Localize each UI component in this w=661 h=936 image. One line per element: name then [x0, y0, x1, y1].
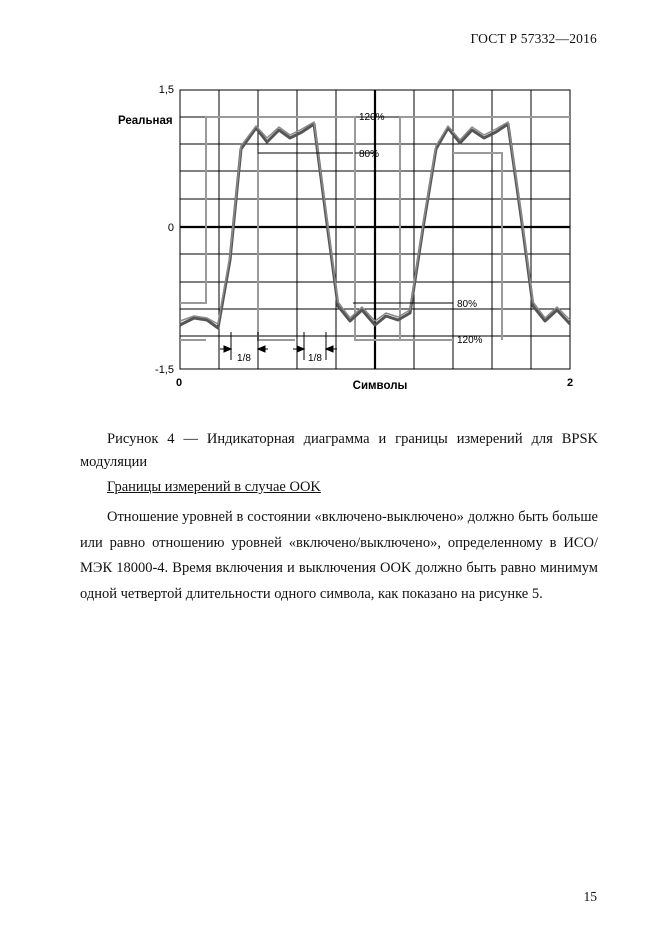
label-top-120: 120% — [359, 112, 385, 123]
label-top-80: 80% — [359, 149, 380, 160]
label-bottom-80: 80% — [457, 299, 478, 310]
y-tick-zero: 0 — [167, 222, 174, 234]
page-number: 15 — [583, 889, 597, 904]
x-tick-end: 2 — [566, 377, 574, 389]
label-fall-fraction: 1/8 — [308, 353, 322, 364]
eye-diagram-figure — [110, 80, 590, 400]
plot-axes — [180, 90, 570, 369]
x-axis-label: Символы — [352, 380, 408, 392]
figure-caption: Рисунок 4 — Индикаторная диаграмма и границы измерений для BPSK модуляции — [80, 431, 598, 470]
y-axis-label: Реальная — [118, 115, 173, 127]
label-rise-fraction: 1/8 — [237, 353, 251, 364]
y-tick-top: 1,5 — [158, 84, 174, 96]
section-subheading: Границы измерений в случае OOK — [107, 479, 321, 495]
body-paragraph: Отношение уровней в состоянии «включено-выключено» должно быть больше или равно отношению уровней «включено/выключено», определенному в ИСО/МЭК 18000-4. Время включения и выключения OOK должно быть равно минимум одной четвертой длительности одного символа, как показано на рисунке 5. — [80, 509, 598, 602]
label-bottom-120: 120% — [457, 335, 483, 346]
document-header: ГОСТ Р 57332—2016 — [470, 31, 597, 46]
y-tick-bottom: -1,5 — [155, 364, 174, 376]
x-tick-start: 0 — [175, 377, 183, 389]
